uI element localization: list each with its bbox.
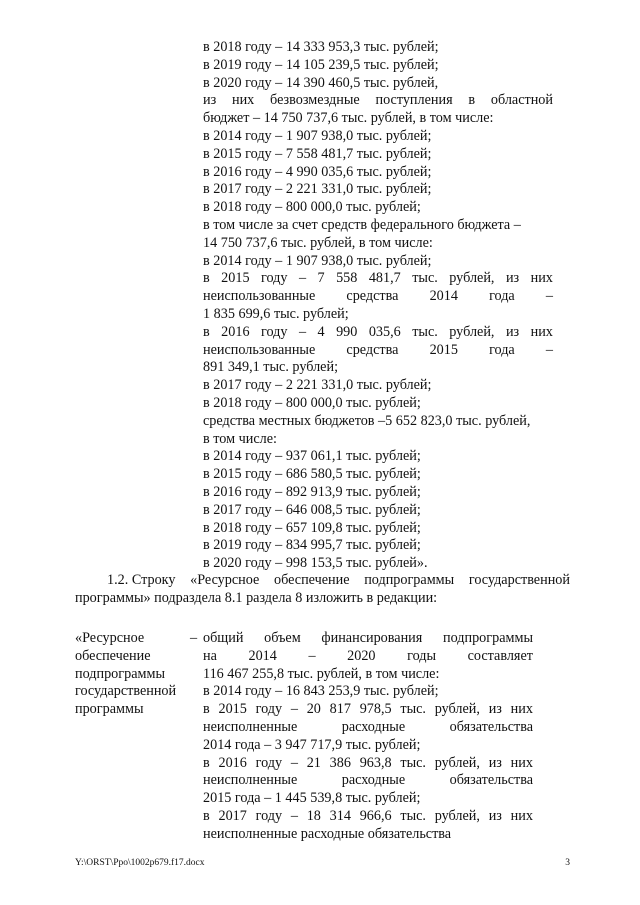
word: в 2018 году – 657 109,8 тыс. рублей;	[203, 519, 421, 536]
word: них	[510, 701, 533, 718]
text-line	[203, 502, 553, 520]
text-line	[203, 755, 533, 773]
text-line	[203, 199, 553, 217]
word: неисполненные	[203, 772, 298, 789]
word: тыс.	[412, 323, 438, 340]
text-line	[203, 666, 533, 684]
word: –	[545, 288, 553, 305]
word: в 2020 году – 14 390 460,5 тыс. рублей,	[203, 74, 439, 91]
word: неиспользованные	[203, 288, 316, 305]
word: 4	[317, 323, 325, 340]
word: обеспечение	[274, 572, 350, 588]
word: финансирования	[321, 630, 423, 646]
word: –	[290, 701, 298, 718]
amendment-paragraph	[75, 572, 570, 608]
word: –	[298, 270, 307, 287]
word: средства местных бюджетов –5 652 823,0 тыс. рублей,	[203, 412, 531, 429]
word: подпрограммы	[364, 572, 455, 588]
word: в 2019 году – 834 995,7 тыс. рублей;	[203, 537, 421, 554]
word: неиспользованные	[203, 341, 316, 358]
word: 963,8	[359, 754, 392, 771]
word: в 2016 году – 892 913,9 тыс. рублей;	[203, 483, 421, 500]
word: в 2015 году – 7 558 481,7 тыс. рублей;	[203, 145, 432, 162]
word: года	[489, 288, 515, 305]
word: из	[488, 754, 502, 771]
text-line	[203, 790, 533, 808]
word: годы	[407, 647, 437, 664]
text-line	[203, 537, 553, 555]
word: –	[545, 341, 553, 358]
word: году	[261, 270, 288, 287]
word: из	[505, 323, 520, 340]
word: в 2017 году – 646 008,5 тыс. рублей;	[203, 501, 421, 518]
text-line	[203, 701, 533, 719]
page-number: 3	[565, 858, 570, 868]
text-line	[203, 288, 553, 306]
word: рублей,	[434, 807, 480, 824]
word: 481,7	[368, 270, 401, 287]
text-line	[203, 630, 533, 648]
word: 978,5	[359, 701, 392, 718]
word: 14 750 737,6 тыс. рублей, в том числе:	[203, 234, 433, 251]
word: в	[203, 270, 210, 287]
word: году	[261, 323, 288, 340]
resource-table-content	[203, 630, 533, 844]
word: составляет	[467, 647, 533, 664]
word: 2015 года – 1 445 539,8 тыс. рублей;	[203, 790, 421, 807]
resource-table-label	[75, 630, 195, 719]
word: государственной	[468, 572, 570, 588]
word: из	[488, 807, 502, 824]
text-line	[203, 217, 553, 235]
word: 891 349,1 тыс. рублей;	[203, 359, 339, 376]
word: в 2019 году – 14 105 239,5 тыс. рублей;	[203, 56, 439, 73]
word: в 2014 году – 1 907 938,0 тыс. рублей;	[203, 127, 432, 144]
text-line	[203, 719, 533, 737]
word: –	[290, 807, 298, 824]
text-line	[203, 235, 553, 253]
word: году	[255, 807, 283, 824]
word: в 2018 году – 14 333 953,3 тыс. рублей;	[203, 39, 439, 55]
text-line	[203, 110, 553, 128]
word: в	[203, 701, 210, 718]
label-line: государственной	[75, 683, 177, 700]
text-line	[203, 431, 553, 449]
text-line	[203, 57, 553, 75]
text-line	[203, 395, 553, 413]
file-path: Y:\ORST\Ppo\1002p679.f17.docx	[75, 858, 205, 868]
word: –	[298, 323, 307, 340]
word: из	[488, 701, 502, 718]
word: 21	[306, 754, 321, 771]
word: в 2015 году – 686 580,5 тыс. рублей;	[203, 466, 421, 483]
text-line	[203, 181, 553, 199]
word: 2014 года – 3 947 717,9 тыс. рублей;	[203, 736, 421, 753]
text-line	[203, 377, 553, 395]
word: них	[530, 270, 553, 287]
word: в 2014 году – 937 061,1 тыс. рублей;	[203, 448, 421, 465]
text-line	[203, 466, 553, 484]
word: в	[203, 807, 210, 824]
word: 7	[317, 270, 325, 287]
text-line	[203, 306, 553, 324]
word: 558	[336, 270, 358, 287]
word: на	[203, 647, 217, 664]
text-line	[203, 359, 553, 377]
word: областной	[490, 92, 553, 109]
word: рублей,	[449, 270, 495, 287]
word: них	[510, 807, 533, 824]
word: подпрограммы	[443, 630, 533, 646]
word: –	[290, 754, 298, 771]
word: неисполненные	[203, 718, 298, 735]
word: 2015	[221, 270, 250, 287]
word: расходные	[341, 772, 406, 789]
label-line: подпрограммы	[75, 665, 165, 682]
text-line	[203, 75, 553, 93]
word: 18	[306, 807, 321, 824]
word: обязательства	[449, 772, 533, 789]
text-line	[203, 324, 553, 342]
word: в 2018 году – 800 000,0 тыс. рублей;	[203, 394, 421, 411]
word: 990	[336, 323, 358, 340]
word: в 2014 году – 1 907 938,0 тыс. рублей;	[203, 252, 432, 269]
text-line	[203, 342, 553, 360]
word: 2015	[429, 341, 458, 358]
word: общий	[203, 630, 244, 646]
text-line	[203, 648, 533, 666]
funding-list-continued	[203, 39, 553, 573]
text-line	[203, 520, 553, 538]
word: поступления	[375, 92, 453, 109]
word: них	[530, 323, 553, 340]
text-line	[203, 39, 553, 57]
text-line	[203, 270, 553, 288]
word: 966,6	[359, 807, 392, 824]
word: обязательства	[449, 718, 533, 735]
word: 314	[329, 807, 351, 824]
text-line	[203, 253, 553, 271]
word: них	[231, 92, 255, 109]
text-line	[203, 448, 553, 466]
word: из	[505, 270, 520, 287]
label-line: «Ресурсное	[75, 630, 145, 646]
word: в 2016 году – 4 990 035,6 тыс. рублей;	[203, 163, 432, 180]
text-line	[203, 128, 553, 146]
word: тыс.	[400, 807, 426, 824]
word: тыс.	[400, 754, 426, 771]
word: средства	[346, 341, 399, 358]
word: 116 467 255,8 тыс. рублей, в том числе:	[203, 665, 440, 682]
word: 817	[329, 701, 351, 718]
text-line	[203, 772, 533, 790]
text-line	[203, 164, 553, 182]
word: году	[255, 701, 283, 718]
text-line	[203, 413, 553, 431]
word: –	[308, 647, 316, 664]
text-line	[203, 146, 553, 164]
word: 2016	[221, 323, 250, 340]
word: объем	[264, 630, 301, 646]
word: средства	[346, 288, 399, 305]
word: рублей,	[449, 323, 495, 340]
word: из	[203, 92, 217, 109]
word: в	[203, 323, 210, 340]
text-line	[203, 808, 533, 826]
word: в том числе:	[203, 430, 277, 447]
word: 2016	[218, 754, 247, 771]
word: безвозмездные	[270, 92, 360, 109]
word: расходные	[341, 718, 406, 735]
word: 2020	[347, 647, 376, 664]
text-line	[203, 92, 553, 110]
word: тыс.	[400, 701, 426, 718]
word: неисполненные расходные обязательства	[203, 825, 452, 842]
word: 2014	[429, 288, 458, 305]
word: в	[468, 92, 476, 109]
word: в 2017 году – 2 221 331,0 тыс. рублей;	[203, 181, 432, 198]
amendment-paragraph-line	[75, 572, 570, 590]
word: в 2017 году – 2 221 331,0 тыс. рублей;	[203, 377, 432, 394]
word: рублей,	[434, 754, 480, 771]
word: в	[203, 754, 210, 771]
word: 2017	[218, 807, 247, 824]
text-line	[203, 683, 533, 701]
word: 2015	[218, 701, 247, 718]
amendment-paragraph-line: программы» подраздела 8.1 раздела 8 изложить в редакции:	[75, 589, 438, 606]
word: 1.2. Строку	[107, 572, 176, 588]
resource-table-dash: –	[190, 630, 198, 646]
text-line	[203, 484, 553, 502]
word: в 2014 году – 16 843 253,9 тыс. рублей;	[203, 683, 439, 700]
text-line	[203, 737, 533, 755]
word: «Ресурсное	[190, 572, 260, 588]
text-line	[203, 826, 533, 844]
word: году	[255, 754, 283, 771]
label-line: программы	[75, 701, 144, 718]
text-line	[203, 555, 553, 573]
word: бюджет – 14 750 737,6 тыс. рублей, в том числе:	[203, 110, 494, 127]
word: 386	[329, 754, 351, 771]
word: них	[510, 754, 533, 771]
word: в 2018 году – 800 000,0 тыс. рублей;	[203, 199, 421, 216]
word: 035,6	[368, 323, 401, 340]
word: тыс.	[412, 270, 438, 287]
word: года	[489, 341, 515, 358]
word: рублей,	[434, 701, 480, 718]
word: 20	[306, 701, 321, 718]
word: в 2020 году – 998 153,5 тыс. рублей».	[203, 555, 428, 572]
word: в том числе за счет средств федерального бюджета –	[203, 216, 521, 233]
word: 2014	[248, 647, 277, 664]
word: 1 835 699,6 тыс. рублей;	[203, 305, 349, 322]
label-line: обеспечение	[75, 647, 151, 664]
